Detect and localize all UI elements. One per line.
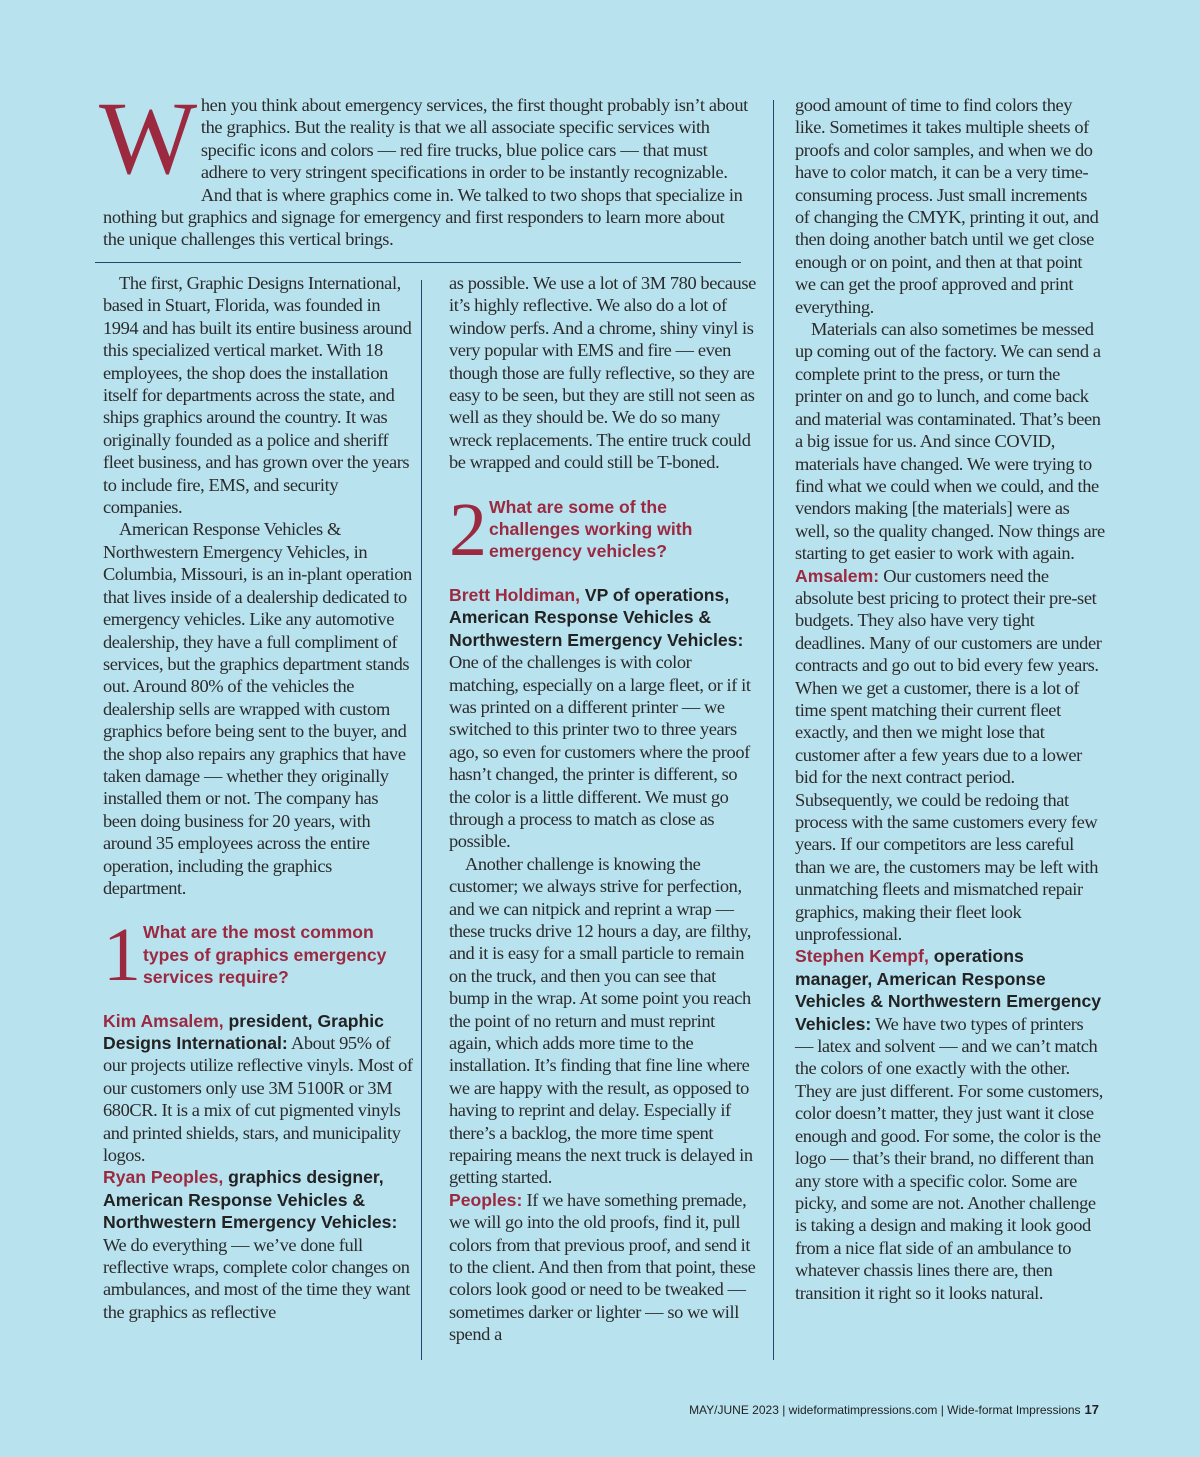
answer-amsalem-2 [795, 565, 1105, 946]
question-text: What are the most common types of graphics emergency services require? [143, 922, 387, 988]
answer-text: About 95% of our projects utilize reflective vinyls. Most of our customers only use 3M 5100R or 3M 680CR. It is a mix of cut pigmented vinyls and printed shields, stars, and municipality logos. [103, 1033, 413, 1166]
paragraph-materials: Materials can also sometimes be messed up coming out of the factory. We can send a complete print to the press, or turn the printer on and go to lunch, and come back and material was contaminated. That’s been a big issue for us. And since COVID, materials have changed. We were trying to find what we could when we could, and the vendors making [the materials] were as well, so the quality changed. Now things are starting to get easier to work with again. [795, 319, 1105, 564]
answer-text: We have two types of printers — latex and solvent — and we can’t match the colors of one exactly with the other. They are just different. For some customers, color doesn’t matter, they just want it close enough and good. For some, the color is the logo — that’s their brand, no different than any store with a specific color. Some are picky, and some are not. Another challenge is taking a design and making it look good from a nice flat side of an ambulance to whatever chassis lines there are, then transition it right so it looks natural. [795, 1013, 1103, 1303]
speaker-name: Brett Holdiman, [449, 584, 580, 605]
speaker-name: Kim Amsalem, [103, 1010, 224, 1031]
intro-paragraph [99, 81, 750, 251]
answer-peoples [103, 1166, 413, 1323]
speaker-name: Amsalem: [795, 565, 880, 586]
speaker-name: Stephen Kempf, [795, 946, 929, 967]
column-3 [795, 94, 1105, 1304]
paragraph-arv: American Response Vehicles & Northwestern Emergency Vehicles, in Columbia, Missouri, is an in-plant operation that lives inside of a dealership dedicated to emergency vehicles. Like any automotive dealership, they have a full compliment of services, but the graphics department stands out. Around 80% of the vehicles the dealership sells are wrapped with custom graphics before being sent to the buyer, and the shop also repairs any graphics that have taken damage — whether they originally installed them or not. The company has been doing business for 20 years, with around 35 employees across the entire operation, including the graphics department. [103, 519, 412, 898]
speaker-title: operations manager, American Response Vehicles & Northwestern Emergency Vehicles: [795, 946, 1102, 1034]
speaker-name: Peoples: [449, 1189, 523, 1210]
speaker-title: graphics designer, American Response Vehicles & Northwestern Emergency Vehicles: [103, 1167, 398, 1233]
column-divider-1 [421, 280, 422, 1360]
paragraph-gdi: The first, Graphic Designs International, based in Stuart, Florida, was founded in 1994 and has built its entire business around this specialized vertical market. With 18 employees, the shop does the installation itself for departments across the state, and ships graphics around the country. It was originally founded as a police and sheriff fleet business, and has grown over the years to include fire, EMS, and security companies. [103, 273, 412, 518]
speaker-name: Ryan Peoples, [103, 1167, 224, 1188]
intro-divider [95, 262, 741, 263]
answer-text: We do everything — we’ve done full reflective wraps, complete color changes on ambulances, and most of the time they want the graphics as reflective [103, 1234, 410, 1322]
answer-kempf [795, 945, 1105, 1304]
answer-text: If we have something premade, we will go into the old proofs, find it, pull colors from that previous proof, and send it to the client. And then from that point, these colors look good or need to be tweaked — sometimes darker or lighter — so we will spend a [449, 1189, 756, 1345]
answer-peoples-2 [449, 1189, 759, 1346]
question-number: 1 [103, 913, 141, 998]
column-2 [449, 272, 759, 1346]
page-footer [689, 1402, 1099, 1417]
paragraph-continued: as possible. We use a lot of 3M 780 because it’s highly reflective. We also do a lot of window perfs. And a chrome, shiny vinyl is very popular with EMS and fire — even though those are fully reflective, so they are easy to be seen, but they are still not seen as well as they should be. We do so many wreck replacements. The entire truck could be wrapped and could still be T-boned. [449, 273, 756, 473]
paragraph-challenge: Another challenge is knowing the customer; we always strive for perfection, and we can nitpick and reprint a wrap — these trucks drive 12 hours a day, are filthy, and it is easy for a small particle to remain on the truck, and then you can see that bump in the wrap. At some point you reach the point of no return and must reprint again, which adds more time to the installation. It’s finding that fine line where we are happy with the result, as opposed to having to reprint and delay. Especially if there’s a backlog, the more time spent repairing means the next truck is delayed in getting started. [449, 853, 753, 1188]
answer-text: Our customers need the absolute best pricing to protect their pre-set budgets. They also have very tight deadlines. Many of our customers are under contracts and go out to bid every few years. When we get a customer, there is a lot of time spent matching their current fleet exactly, and then we might lose that customer after a few years due to a lower bid for the next contract period. Subsequently, we could be redoing that process with the same customers every few years. If our competitors are less careful than we are, the customers may be left with unmatching fleets and mismatched repair graphics, making their fleet look unprofessional. [795, 565, 1102, 945]
speaker-title: VP of operations, American Response Vehicles & Northwestern Emergency Vehicles: [449, 584, 744, 650]
question-1 [103, 913, 413, 998]
question-number: 2 [449, 487, 487, 572]
answer-amsalem [103, 1010, 413, 1167]
question-2 [449, 487, 759, 572]
speaker-title: president, Graphic Designs International: [103, 1010, 384, 1053]
question-text: What are some of the challenges working with emergency vehicles? [489, 496, 693, 562]
drop-cap: W [99, 81, 197, 196]
intro-text: hen you think about emergency services, the first thought probably isn’t about the graphics. But the reality is that we all associate specific services with specific icons and colors — red fire trucks, blue police cars — that must adhere to very stringent specifications in order to be instantly recognizable. And that is where graphics come in. We talked to two shops that specialize in nothing but graphics and signage for emergency and first responders to learn more about the unique challenges this vertical brings. [103, 95, 748, 250]
paragraph-continued: good amount of time to find colors they like. Sometimes it takes multiple sheets of proofs and color samples, and when we do have to color match, it can be a very time-consuming process. Just small increments of changing the CMYK, printing it out, and then doing another batch until we get close enough or on point, and then at that point we can get the proof approved and print everything. [795, 95, 1099, 317]
footer-text: MAY/JUNE 2023 | wideformatimpressions.com | Wide-format Impressions [689, 1403, 1081, 1417]
answer-holdiman [449, 584, 759, 853]
column-1 [103, 272, 413, 1323]
page-number: 17 [1084, 1402, 1099, 1417]
column-divider-2 [773, 100, 774, 1360]
answer-text: One of the challenges is with color matching, especially on a large fleet, or if it was printed on a different printer — we switched to this printer two to three years ago, so even for customers where the proof hasn’t changed, the printer is different, so the color is a little different. We must go through a process to match as close as possible. [449, 652, 751, 852]
